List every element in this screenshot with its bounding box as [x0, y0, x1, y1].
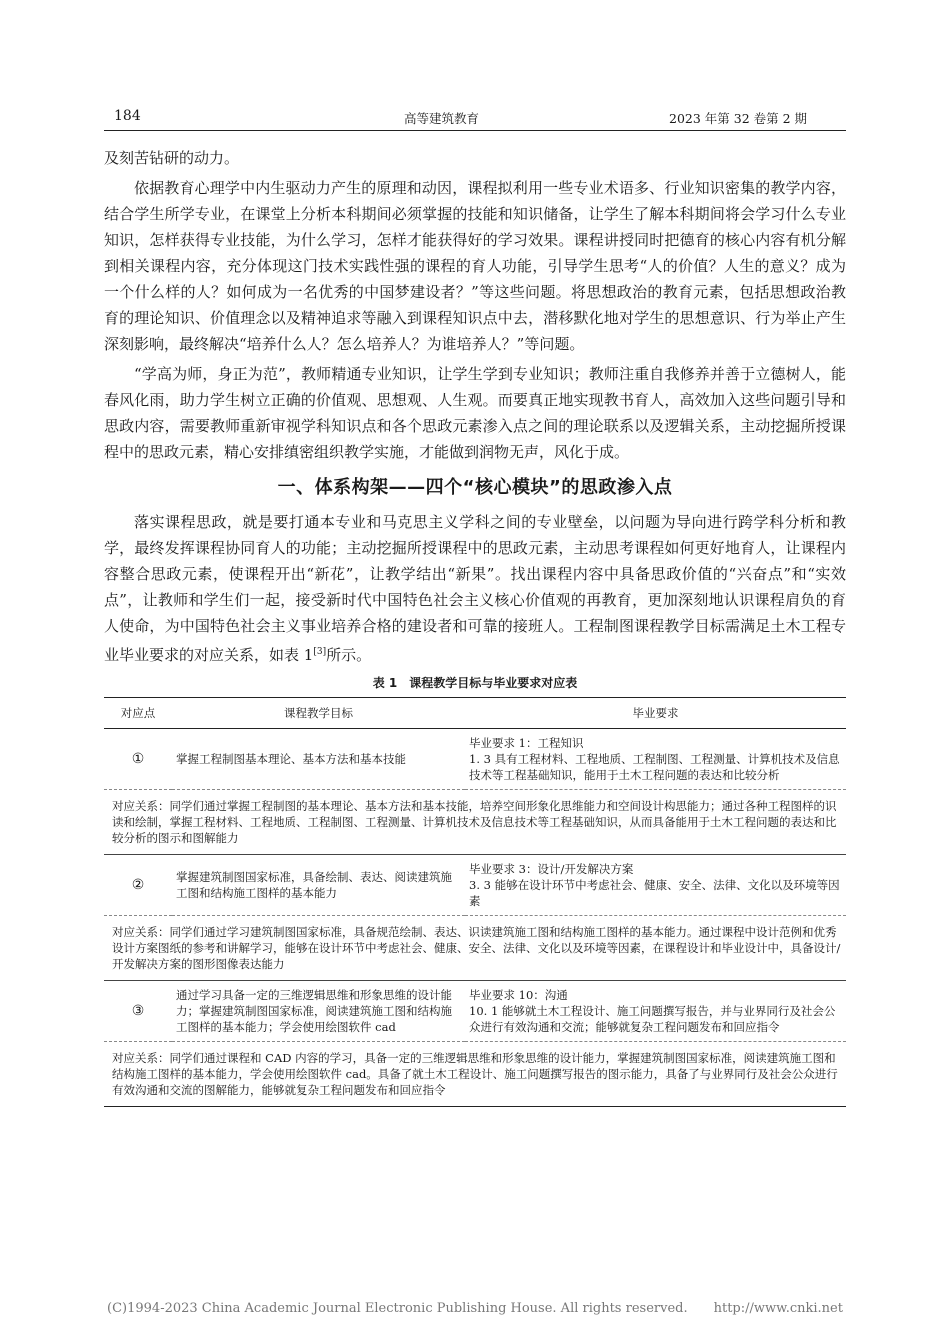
paragraph-curriculum-end: 所示。 — [326, 646, 372, 664]
requirement-detail: 1. 3 具有工程材料、工程地质、工程制图、工程测量、计算机技术及信息技术等工程基础知识，能用于土木工程问题的表达和比较分析 — [469, 752, 840, 782]
header-point: 对应点 — [120, 706, 156, 720]
goal-cell: 通过学习具备一定的三维逻辑思维和形象思维的设计能力；掌握建筑制图国家标准，阅读建筑施工图和结构施工图样的基本能力；学会使用绘图软件 cad — [176, 988, 452, 1034]
paragraph-curriculum — [104, 509, 846, 668]
point-cell: ② — [131, 877, 145, 893]
relation-cell: 对应关系：同学们通过学习建筑制图国家标准，具备规范绘制、表达、识读建筑施工图和结构施工图样的基本能力。通过课程中设计范例和优秀设计方案图纸的参考和讲解学习，能够在设计环节中考虑社会、健康、安全、法律、文化以及环境等因素，在课程设计和毕业设计中，具备设计/开发解决方案的图形图像表达能力 — [112, 925, 841, 971]
paragraph-curriculum-text: 落实课程思政，就是要打通本专业和马克思主义学科之间的专业壁垒，以问题为导向进行跨学科分析和教学，最终发挥课程协同育人的功能；主动挖掘所授课程中的思政元素，主动思考课程如何更好地育人，让课程内容整合思政元素，使课程开出“新花”，让教学结出“新果”。找出课程内容中具备思政价值的“兴奋点”和“实效点”，让教师和学生们一起，接受新时代中国特色社会主义核心价值观的再教育，更加深刻地认识课程肩负的育人使命，为中国特色社会主义事业培养合格的建设者和可靠的接班人。工程制图课程教学目标需满足土木工程专业毕业要求的对应关系，如表 1 — [104, 513, 846, 664]
table-row — [104, 855, 846, 916]
relation-row — [104, 916, 846, 981]
header-goal: 课程教学目标 — [284, 706, 353, 720]
table-row — [104, 981, 846, 1042]
requirement-title: 毕业要求 10：沟通 — [469, 988, 568, 1002]
requirement-title: 毕业要求 3：设计/开发解决方案 — [469, 862, 634, 876]
paragraph-continuation: 及刻苦钻研的动力。 — [104, 149, 240, 167]
requirement-cell — [465, 855, 846, 916]
reference-mark: [3] — [313, 647, 327, 657]
requirement-cell — [465, 981, 846, 1042]
table-row — [104, 729, 846, 790]
table-header-row — [104, 698, 846, 729]
relation-row — [104, 790, 846, 855]
table-caption: 表 1 课程教学目标与毕业要求对应表 — [372, 676, 578, 690]
requirement-detail: 3. 3 能够在设计环节中考虑社会、健康、安全、法律、文化以及环境等因素 — [469, 878, 840, 908]
section-heading: 一、体系构架——四个“核心模块”的思政渗入点 — [277, 477, 673, 498]
requirements-table — [104, 697, 846, 1107]
copyright-footer: (C)1994-2023 China Academic Journal Electronic Publishing House. All rights reserved. http://www.cnki.net — [107, 1301, 843, 1316]
running-header — [104, 104, 846, 131]
requirement-detail: 10. 1 能够就土木工程设计、施工问题撰写报告，并与业界同行及社会公众进行有效沟通和交流；能够就复杂工程问题发布和回应指令 — [469, 1004, 836, 1034]
requirement-title: 毕业要求 1：工程知识 — [469, 736, 584, 750]
paragraph-teacher-role: “学高为师，身正为范”，教师精通专业知识，让学生学到专业知识；教师注重自我修养并善于立德树人，能春风化雨，助力学生树立正确的价值观、思想观、人生观。而要真正地实现教书育人，高效加入这些问题引导和思政内容，需要教师重新审视学科知识点和各个思政元素渗入点之间的理论联系以及逻辑关系，主动挖掘所授课程中的思政元素，精心安排缜密组织教学实施，才能做到润物无声，风化于成。 — [104, 365, 846, 461]
issue-info: 2023 年第 32 卷第 2 期 — [669, 111, 808, 126]
requirement-cell — [465, 729, 846, 790]
journal-name: 高等建筑教育 — [404, 111, 480, 126]
relation-cell: 对应关系：同学们通过掌握工程制图的基本理论、基本方法和基本技能，培养空间形象化思维能力和空间设计构思能力；通过各种工程图样的识读和绘制，掌握工程材料、工程地质、工程制图、工程测量、计算机技术及信息技术等工程基础知识，从而具备能用于土木工程问题的表达和比较分析的图示和图解能力 — [112, 799, 837, 845]
goal-cell: 掌握工程制图基本理论、基本方法和基本技能 — [176, 752, 406, 766]
header-requirement: 毕业要求 — [632, 706, 679, 720]
goal-cell: 掌握建筑制图国家标准，具备绘制、表达、阅读建筑施工图和结构施工图样的基本能力 — [176, 870, 452, 900]
relation-row — [104, 1042, 846, 1107]
relation-cell: 对应关系：同学们通过课程和 CAD 内容的学习，具备一定的三维逻辑思维和形象思维的设计能力，掌握建筑制图国家标准，阅读建筑施工图和结构施工图样的基本能力，学会使用绘图软件 cad。具备了就土木工程设计、施工问题撰写报告的图示能力，具备了与业界同行及社会公众进行有效沟通和交流的图解能力，能够就复杂工程问题发布和回应指令 — [112, 1051, 838, 1097]
paragraph-motivation: 依据教育心理学中内生驱动力产生的原理和动因，课程拟利用一些专业术语多、行业知识密集的教学内容，结合学生所学专业，在课堂上分析本科期间必须掌握的技能和知识储备，让学生了解本科期间将会学习什么专业知识，怎样获得专业技能，为什么学习，怎样才能获得好的学习效果。课程讲授同时把德育的核心内容有机分解到相关课程内容，充分体现这门技术实践性强的课程的育人功能，引导学生思考“人的价值？人生的意义？成为一个什么样的人？如何成为一名优秀的中国梦建设者？”等这些问题。将思想政治的教育元素，包括思想政治教育的理论知识、价值理念以及精神追求等融入到课程知识点中去，潜移默化地对学生的思想意识、行为举止产生深刻影响，最终解决“培养什么人？怎么培养人？为谁培养人？”等问题。 — [104, 179, 846, 353]
page-number: 184 — [114, 108, 141, 124]
article-body — [104, 145, 846, 1107]
point-cell: ① — [131, 751, 145, 767]
point-cell: ③ — [131, 1003, 145, 1019]
